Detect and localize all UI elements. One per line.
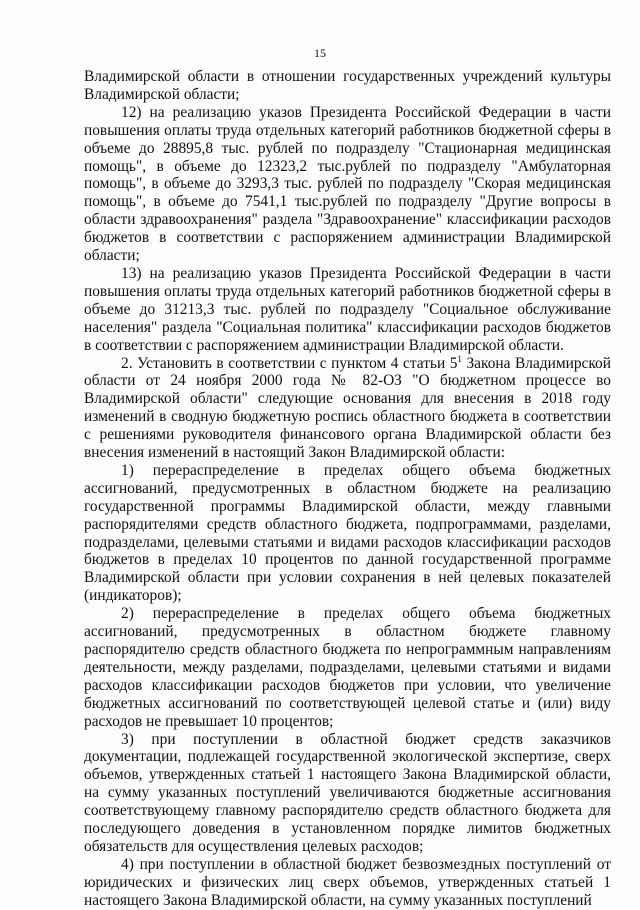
page-number: 15	[314, 46, 326, 60]
article-superscript: 1	[457, 353, 462, 364]
section-2-text-start: 2. Установить в соответствии с пунктом 4 статьи 5	[121, 354, 458, 372]
paragraph-subitem-3: 3) при поступлении в областной бюджет средств заказчиков документации, подлежащей государственной экологической экспертизе, сверх объемов, утвержденных статьей 1 настоящего Закона Владимирской области, на сумму указанных поступлений увеличиваются бюджетные ассигнования соответствующему главному распорядителю средств областного бюджета для последующего доведения в установленном порядке лимитов бюджетных обязательств для осуществления целевых расходов;	[84, 730, 611, 855]
paragraph-item-13: 13) на реализацию указов Президента Российской Федерации в части повышения оплаты труда отдельных категорий работников бюджетной сферы в объеме до 31213,3 тыс. рублей по подразделу "Социальное обслуживание населения" раздела "Социальная политика" классификации расходов бюджетов в соответствии с распоряжением администрации Владимирской области.	[84, 264, 611, 354]
paragraph-section-2	[84, 355, 611, 462]
paragraph-continuation: Владимирской области в отношении государственных учреждений культуры Владимирской области;	[84, 68, 611, 103]
paragraph-subitem-2: 2) перераспределение в пределах общего объема бюджетных ассигнований, предусмотренных в областном бюджете главному распорядителю средств областного бюджета по непрограммным направлениям деятельности, между разделами, подразделами, целевыми статьями и видами расходов классификации расходов бюджетов при условии, что увеличение бюджетных ассигнований по соответствующей целевой статье и (или) виду расходов не превышает 10 процентов;	[84, 605, 611, 730]
paragraph-item-12: 12) на реализацию указов Президента Российской Федерации в части повышения оплаты труда отдельных категорий работников бюджетной сферы в объеме до 28895,8 тыс. рублей по подразделу "Стационарная медицинская помощь", в объеме до 12323,2 тыс.рублей по подразделу "Амбулаторная помощь", в объеме до 3293,3 тыс. рублей по подразделу "Скорая медицинская помощь", в объеме до 7541,1 тыс.рублей по подразделу "Другие вопросы в области здравоохранения" раздела "Здравоохранение" классификации расходов бюджетов в соответствии с распоряжением администрации Владимирской области;	[84, 103, 611, 265]
document-body	[84, 68, 611, 910]
paragraph-subitem-4: 4) при поступлении в областной бюджет безвозмездных поступлений от юридических и физических лиц сверх объемов, утвержденных статьей 1 настоящего Закона Владимирской области, на сумму указанных поступлений	[84, 855, 611, 909]
section-2-text-end: Закона Владимирской области от 24 ноября 2000 года № 82-ОЗ "О бюджетном процессе во Владимирской области" следующие основания для внесения в 2018 году изменений в сводную бюджетную роспись областного бюджета в соответствии с решениями руководителя финансового органа Владимирской области без внесения изменений в настоящий Закон Владимирской области:	[84, 354, 611, 462]
paragraph-subitem-1: 1) перераспределение в пределах общего объема бюджетных ассигнований, предусмотренных в областном бюджете на реализацию государственной программы Владимирской области, между главными распорядителями средств областного бюджета, подпрограммами, разделами, подразделами, целевыми статьями и видами расходов классификации расходов бюджетов в пределах 10 процентов по данной государственной программе Владимирской области при условии сохранения в ней целевых показателей (индикаторов);	[84, 461, 611, 605]
